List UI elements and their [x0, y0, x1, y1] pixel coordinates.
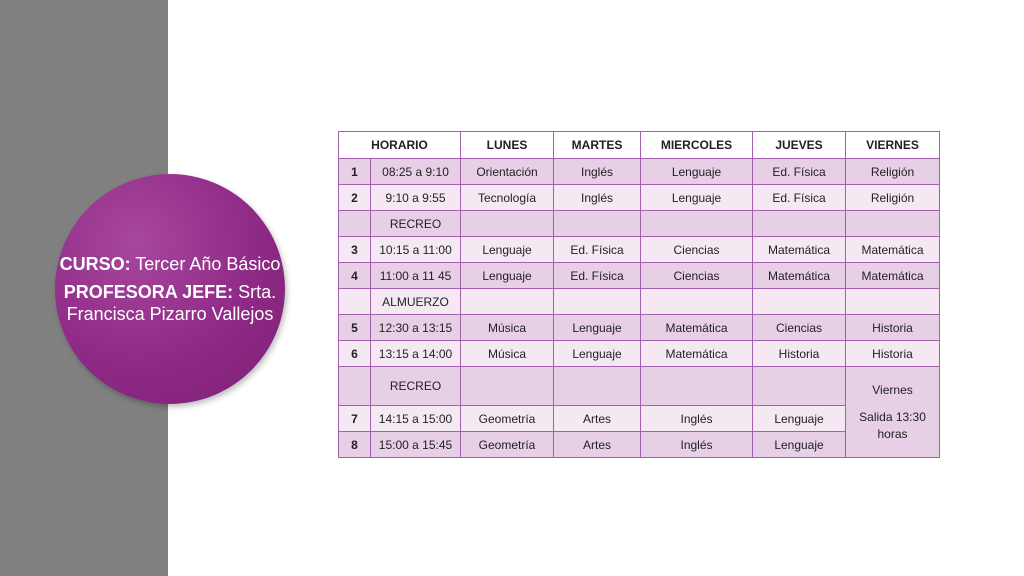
break-label: RECREO — [371, 367, 461, 406]
lunch-label: ALMUERZO — [371, 289, 461, 315]
cell-miercoles: Ciencias — [641, 263, 753, 289]
cell-martes: Ed. Física — [554, 263, 641, 289]
cell-miercoles: Matemática — [641, 341, 753, 367]
period-time: 08:25 a 9:10 — [371, 159, 461, 185]
cell-jueves: Matemática — [753, 237, 846, 263]
profesora-label: PROFESORA JEFE: — [63, 282, 234, 302]
cell-viernes: Historia — [846, 315, 940, 341]
cell-martes: Lenguaje — [554, 315, 641, 341]
cell-viernes: Religión — [846, 185, 940, 211]
period-time: 12:30 a 13:15 — [371, 315, 461, 341]
break-row — [339, 211, 940, 237]
curso-line — [60, 253, 281, 275]
cell-jueves: Lenguaje — [753, 406, 846, 432]
cell-jueves: Ed. Física — [753, 185, 846, 211]
note-line-3: horas — [877, 426, 908, 441]
period-time: 11:00 a 11 45 — [371, 263, 461, 289]
cell-jueves: Matemática — [753, 263, 846, 289]
cell-martes: Ed. Física — [554, 237, 641, 263]
table-row — [339, 341, 940, 367]
cell-viernes: Religión — [846, 159, 940, 185]
cell-lunes: Lenguaje — [461, 263, 554, 289]
header-jueves: JUEVES — [753, 132, 846, 159]
cell-viernes: Historia — [846, 341, 940, 367]
table-row — [339, 185, 940, 211]
header-viernes: VIERNES — [846, 132, 940, 159]
cell-jueves: Ciencias — [753, 315, 846, 341]
curso-label: CURSO: — [59, 254, 131, 274]
cell-martes: Inglés — [554, 185, 641, 211]
schedule-table — [338, 131, 940, 458]
period-number: 3 — [339, 237, 371, 263]
cell-viernes: Matemática — [846, 237, 940, 263]
period-time: 10:15 a 11:00 — [371, 237, 461, 263]
break-row — [339, 367, 940, 406]
cell-miercoles: Lenguaje — [641, 159, 753, 185]
header-horario: HORARIO — [339, 132, 461, 159]
cell-lunes: Música — [461, 315, 554, 341]
cell-lunes: Orientación — [461, 159, 554, 185]
period-time: 15:00 a 15:45 — [371, 432, 461, 458]
viernes-exit-note — [846, 367, 940, 458]
period-number: 6 — [339, 341, 371, 367]
cell-miercoles: Lenguaje — [641, 185, 753, 211]
period-time: 9:10 a 9:55 — [371, 185, 461, 211]
cell-miercoles: Ciencias — [641, 237, 753, 263]
cell-lunes: Tecnología — [461, 185, 554, 211]
period-number: 4 — [339, 263, 371, 289]
curso-value: Tercer Año Básico — [135, 254, 281, 274]
header-martes: MARTES — [554, 132, 641, 159]
cell-martes: Lenguaje — [554, 341, 641, 367]
table-row — [339, 315, 940, 341]
table-row — [339, 237, 940, 263]
cell-miercoles: Inglés — [641, 432, 753, 458]
period-number: 5 — [339, 315, 371, 341]
period-number: 8 — [339, 432, 371, 458]
cell-lunes: Geometría — [461, 406, 554, 432]
table-row — [339, 159, 940, 185]
profesora-value: Srta. Francisca Pizarro Vallejos — [66, 282, 277, 324]
cell-jueves: Lenguaje — [753, 432, 846, 458]
cell-viernes: Matemática — [846, 263, 940, 289]
header-lunes: LUNES — [461, 132, 554, 159]
header-row — [339, 132, 940, 159]
cell-martes: Artes — [554, 406, 641, 432]
cell-miercoles: Inglés — [641, 406, 753, 432]
table-row — [339, 263, 940, 289]
cell-jueves: Ed. Física — [753, 159, 846, 185]
cell-lunes: Geometría — [461, 432, 554, 458]
course-info-circle — [55, 174, 285, 404]
header-miercoles: MIERCOLES — [641, 132, 753, 159]
cell-martes: Inglés — [554, 159, 641, 185]
break-label: RECREO — [371, 211, 461, 237]
cell-lunes: Música — [461, 341, 554, 367]
period-time: 14:15 a 15:00 — [371, 406, 461, 432]
cell-jueves: Historia — [753, 341, 846, 367]
period-number: 2 — [339, 185, 371, 211]
note-line-1: Viernes — [872, 382, 913, 397]
period-time: 13:15 a 14:00 — [371, 341, 461, 367]
profesora-line — [55, 281, 285, 325]
note-line-2: Salida 13:30 — [859, 409, 926, 424]
cell-miercoles: Matemática — [641, 315, 753, 341]
cell-lunes: Lenguaje — [461, 237, 554, 263]
cell-martes: Artes — [554, 432, 641, 458]
break-row — [339, 289, 940, 315]
period-number: 1 — [339, 159, 371, 185]
period-number: 7 — [339, 406, 371, 432]
